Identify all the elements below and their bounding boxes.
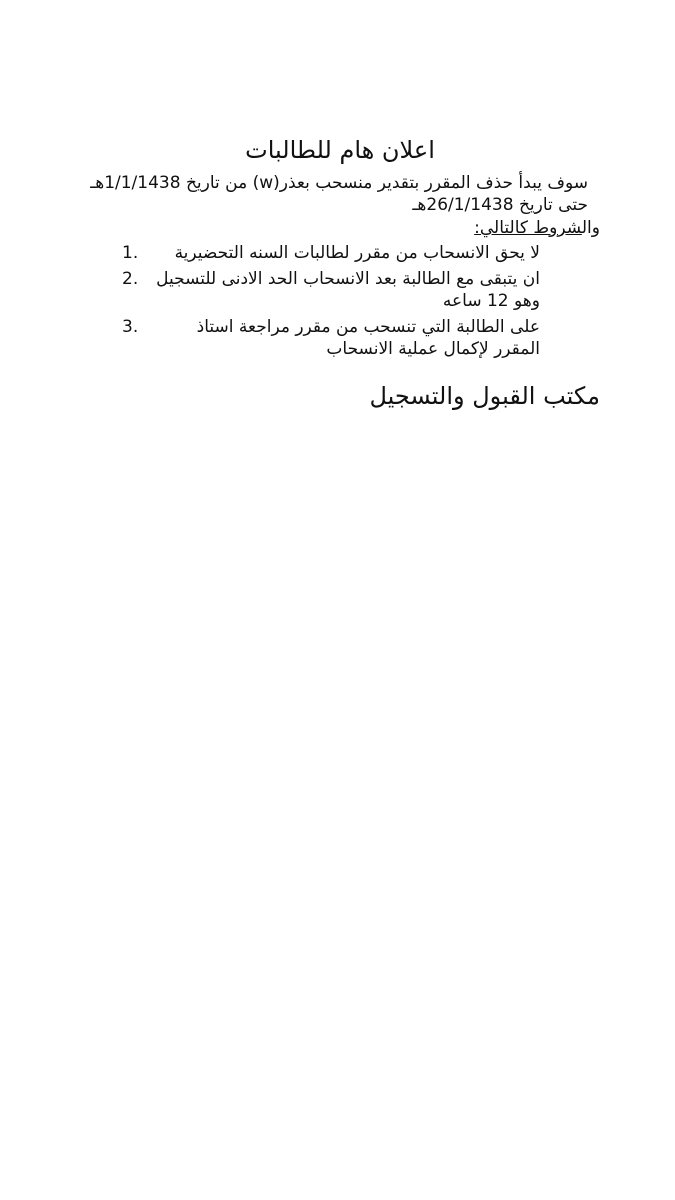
intro-line-end-date: حتى تاريخ 26/1/1438هـ (412, 195, 588, 215)
condition-number: 1. (122, 243, 139, 263)
condition-number: 2. (122, 269, 139, 289)
announcement (60, 130, 600, 414)
conditions-heading (60, 216, 600, 240)
condition-item (122, 268, 540, 312)
condition-text: لا يحق الانسحاب من مقرر لطالبات السنه التحضيرية (174, 243, 540, 263)
conditions-heading-underlined: شروط كالتالي: (474, 218, 582, 238)
intro-line-start-date: سوف يبدأ حذف المقرر بتقدير منسحب بعذر(w) من تاريخ 1/1/1438هـ (90, 173, 588, 193)
announcement-title: اعلان هام للطالبات (245, 136, 435, 164)
conditions-list (60, 242, 600, 360)
condition-item (122, 242, 540, 264)
condition-text: على الطالبة التي تنسحب من مقرر مراجعة استاذ المقرر لإكمال عملية الانسحاب (196, 317, 540, 359)
condition-number: 3. (122, 317, 139, 337)
signature-office: مكتب القبول والتسجيل (369, 382, 600, 410)
condition-item (122, 316, 540, 360)
condition-text: ان يتبقى مع الطالبة بعد الانسحاب الحد الادنى للتسجيل وهو 12 ساعه (156, 269, 540, 311)
conditions-heading-prefix: وال (581, 218, 600, 238)
